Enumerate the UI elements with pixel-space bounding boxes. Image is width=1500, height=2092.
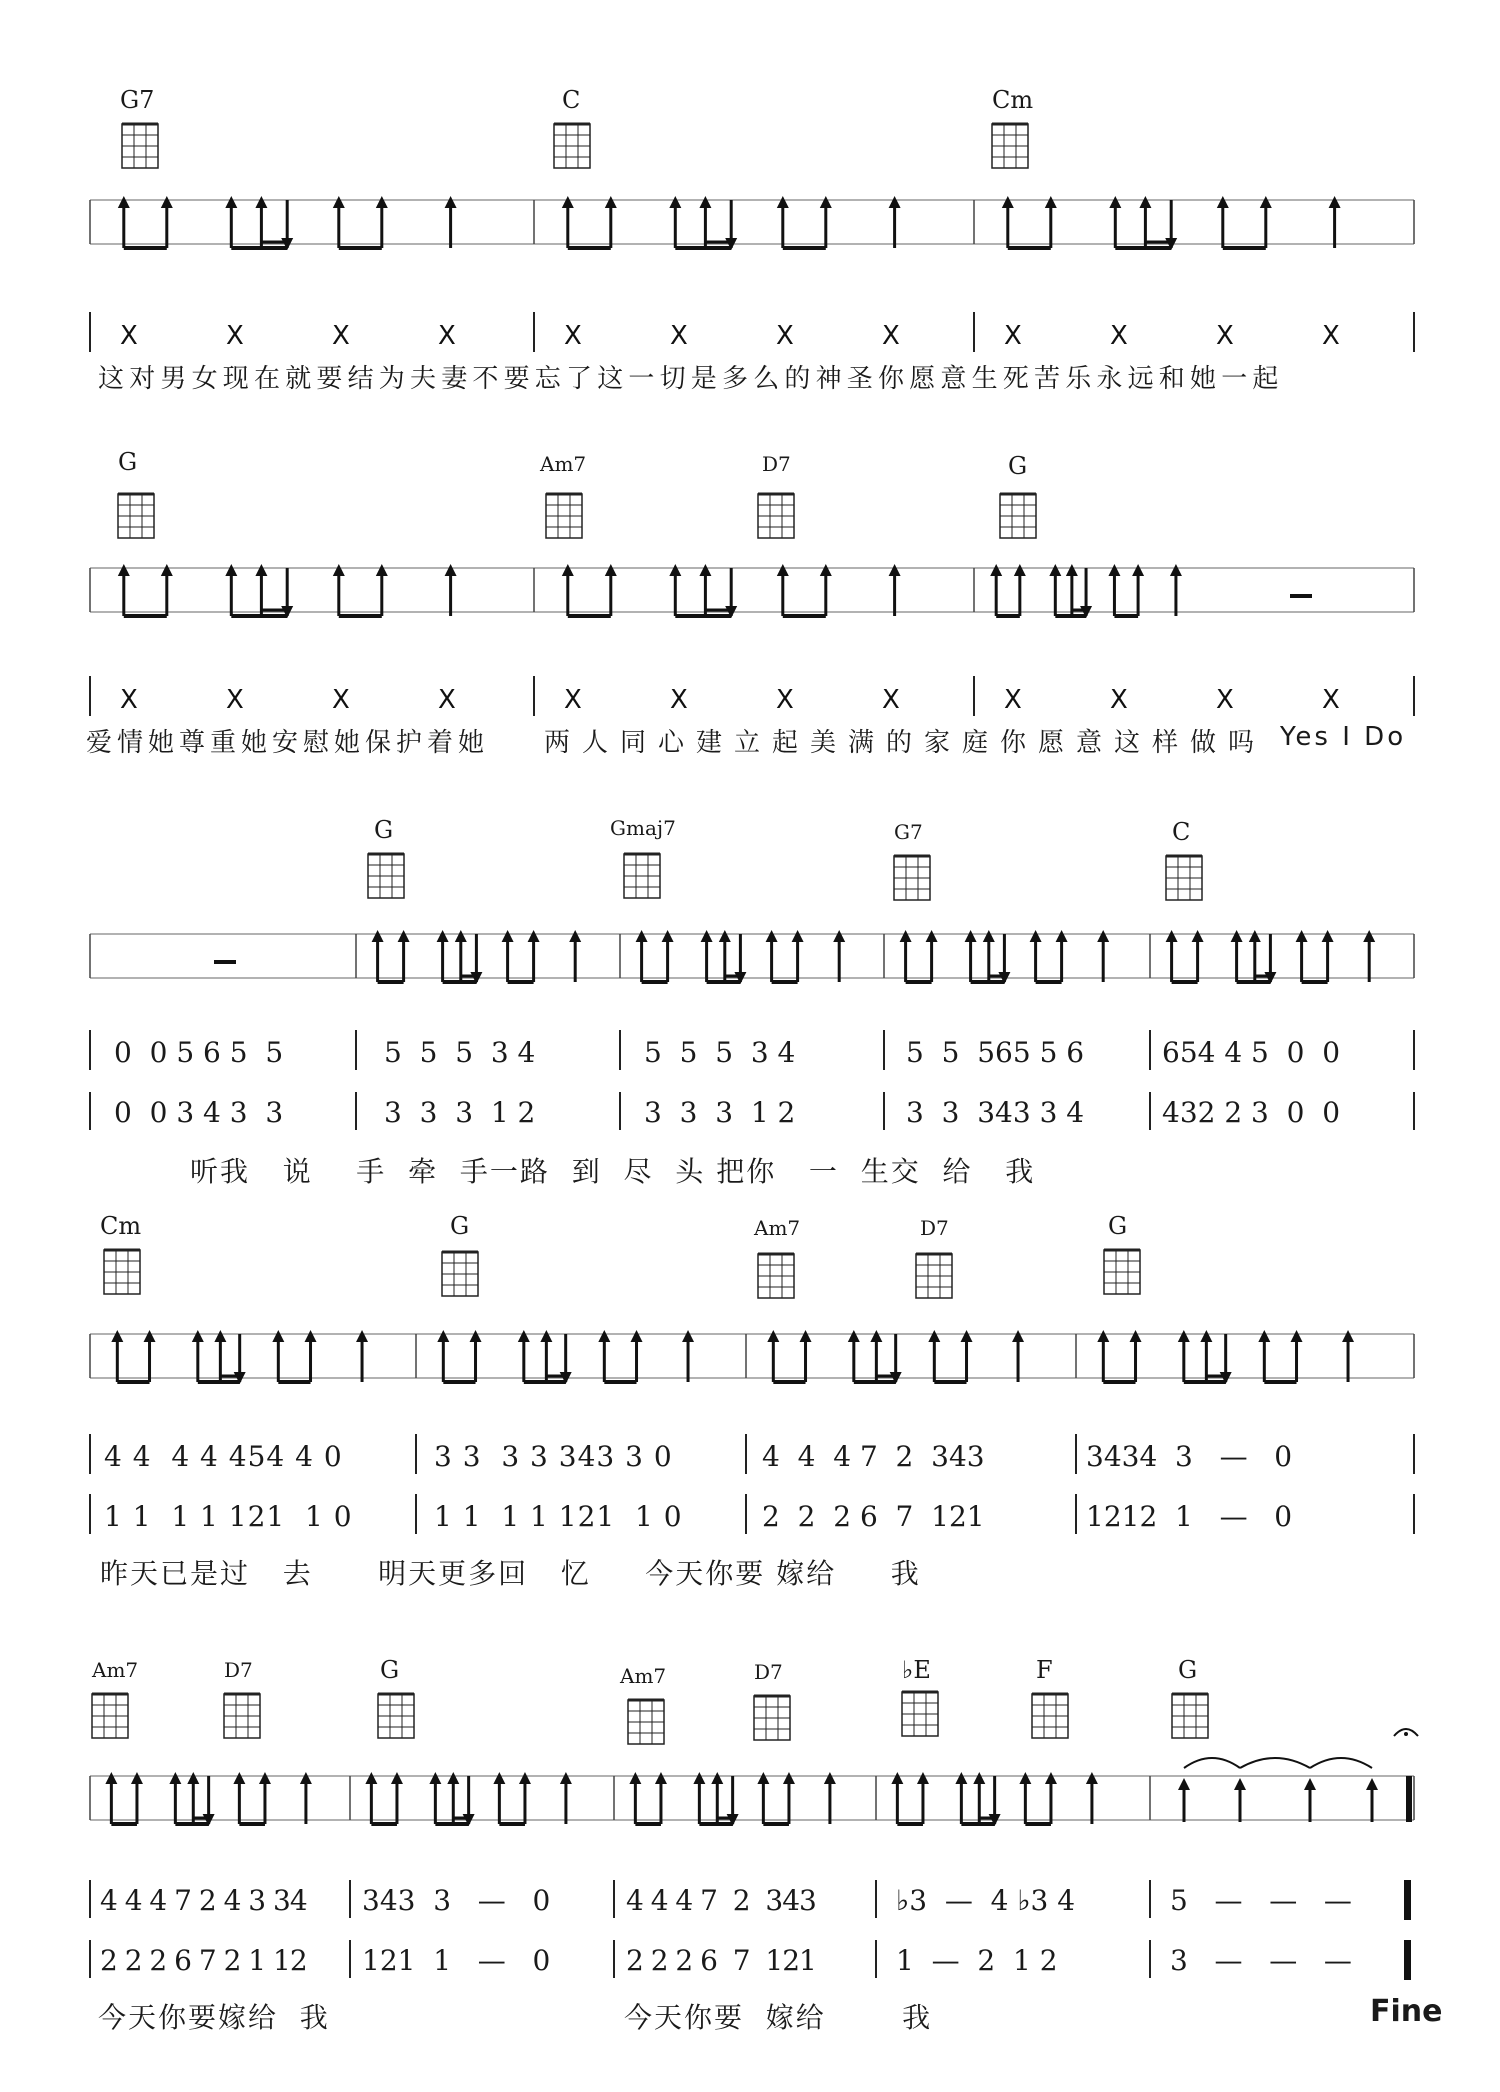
strum-up-arrow [1291,1330,1303,1342]
chord-label: G [374,816,394,844]
final-barline [1404,1940,1411,1980]
upper-notes: 4 4 4 7 2 343 [626,1884,816,1917]
chord-label: ♭E [902,1656,931,1684]
strum-up-arrow [605,196,617,208]
strum-up-arrow [445,196,457,208]
final-barline [1406,1776,1412,1822]
strum-up-arrow [1304,1778,1316,1790]
strum-up-arrow [1258,1330,1270,1342]
strum-up-arrow [398,930,410,942]
strum-up-arrow [719,930,731,942]
strum-up-arrow [636,930,648,942]
rhythm-x: X [670,685,688,715]
strum-up-arrow [376,564,388,576]
upper-notes: ♭3 — 4 ♭3 4 [896,1884,1076,1917]
rhythm-x: X [882,685,900,715]
chord-label: D7 [754,1660,783,1684]
strum-up-arrow [699,196,711,208]
rhythm-x: X [776,321,794,351]
strum-up-arrow [447,1772,459,1784]
lower-notes: 1 — 2 1 2 [896,1944,1058,1977]
strum-up-arrow [365,1772,377,1784]
strum-up-arrow [1329,196,1341,208]
strum-up-arrow [757,1772,769,1784]
strum-up-arrow [225,564,237,576]
strum-up-arrow [1342,1330,1354,1342]
rhythm-x: X [226,321,244,351]
strum-up-arrow [766,930,778,942]
lower-notes: 1212 1 — 0 [1086,1500,1293,1533]
strum-up-arrow [631,1330,643,1342]
lower-notes: 3 3 3 1 2 [644,1096,796,1129]
strum-up-arrow [1231,930,1243,942]
strum-up-arrow [1097,930,1109,942]
strum-up-arrow [131,1772,143,1784]
chord-label: G [380,1656,400,1684]
rhythm-x: X [120,321,138,351]
rhythm-x: X [670,321,688,351]
chord-label: G [1008,452,1028,480]
rhythm-x: X [1110,321,1128,351]
strum-up-arrow [682,1330,694,1342]
strum-up-arrow [655,1772,667,1784]
strum-up-arrow [1322,930,1334,942]
strum-up-arrow [965,930,977,942]
strum-up-arrow [470,1330,482,1342]
chord-label: F [1036,1656,1053,1684]
rhythm-x: X [882,321,900,351]
rhythm-x: X [332,321,350,351]
lyric-line: 两人同心建立起美满的家庭你愿意这样做吗 [544,728,1267,758]
lyric-line: 今天你要 嫁给 我 [624,2001,933,2034]
strum-up-arrow [519,1772,531,1784]
upper-notes: 0 0 5 6 5 5 [114,1036,284,1069]
chord-label: D7 [762,452,791,476]
chord-label: G [450,1212,470,1240]
strum-up-arrow [192,1330,204,1342]
strum-up-arrow [502,930,514,942]
strum-up-arrow [990,564,1002,576]
rhythm-x: X [1004,685,1022,715]
strum-up-arrow [792,930,804,942]
strum-up-arrow [900,930,912,942]
strum-up-arrow [1249,930,1261,942]
rhythm-x: X [1322,685,1340,715]
strum-up-arrow [214,1330,226,1342]
chord-label: D7 [920,1216,949,1240]
strum-up-arrow [569,930,581,942]
strum-up-arrow [455,930,467,942]
strum-up-arrow [820,196,832,208]
strum-up-arrow [955,1772,967,1784]
strum-up-arrow [891,1772,903,1784]
strum-up-arrow [1139,196,1151,208]
strum-up-arrow [1296,930,1308,942]
rhythm-x: X [564,321,582,351]
rhythm-x: X [226,685,244,715]
strum-up-arrow [1234,1778,1246,1790]
strum-up-arrow [1086,1772,1098,1784]
lower-notes: 1 1 1 1 121 1 0 [104,1500,353,1533]
strum-up-arrow [272,1330,284,1342]
chord-label: Gmaj7 [610,816,676,840]
fine-mark: Fine [1370,1994,1443,2029]
upper-notes: 3434 3 — 0 [1086,1440,1293,1473]
strum-up-arrow [1109,196,1121,208]
strum-up-arrow [961,1330,973,1342]
chord-label: G7 [894,820,923,844]
upper-notes: 5 5 5 3 4 [644,1036,796,1069]
upper-notes: 654 4 5 0 0 [1162,1036,1341,1069]
strum-up-arrow [800,1330,812,1342]
lyric-line: 爱情她尊重她安慰她保护着她 [86,728,490,758]
chord-label: Am7 [620,1664,667,1688]
strum-up-arrow [429,1772,441,1784]
strum-up-arrow [144,1330,156,1342]
strum-up-arrow [1217,196,1229,208]
chord-label: C [1172,818,1191,846]
final-barline [1404,1880,1411,1920]
strum-up-arrow [118,564,130,576]
strum-up-arrow [1178,1330,1190,1342]
chord-label: D7 [224,1658,253,1682]
strum-up-arrow [333,564,345,576]
strum-up-arrow [528,930,540,942]
strum-up-arrow [562,564,574,576]
rhythm-x: X [776,685,794,715]
rhythm-x: X [438,685,456,715]
strum-up-arrow [777,196,789,208]
strum-up-arrow [356,1330,368,1342]
strum-up-arrow [1200,1330,1212,1342]
strum-up-arrow [983,930,995,942]
strum-up-arrow [1178,1778,1190,1790]
strum-up-arrow [437,930,449,942]
tie [1310,1758,1372,1768]
strum-up-arrow [187,1772,199,1784]
strum-up-arrow [1012,1330,1024,1342]
lower-notes: 2 2 2 6 7 121 [626,1944,816,1977]
strum-up-arrow [1132,564,1144,576]
strum-up-arrow [928,1330,940,1342]
strum-up-arrow [1056,930,1068,942]
strum-up-arrow [629,1772,641,1784]
chord-label: G [118,448,138,476]
strum-up-arrow [255,564,267,576]
lower-notes: 3 3 3 1 2 [384,1096,536,1129]
chord-label: Am7 [92,1658,139,1682]
strum-up-arrow [493,1772,505,1784]
strum-up-arrow [820,564,832,576]
strum-up-arrow [376,196,388,208]
strum-up-arrow [161,196,173,208]
strum-up-arrow [598,1330,610,1342]
lyric-line: 今天你要嫁给 我 [98,2001,330,2034]
chord-label: Am7 [540,452,587,476]
strum-up-arrow [372,930,384,942]
strum-up-arrow [259,1772,271,1784]
strum-up-arrow [560,1772,572,1784]
lower-notes: 2 2 2 6 7 121 [762,1500,985,1533]
upper-notes: 5 5 565 5 6 [906,1036,1085,1069]
strum-up-arrow [562,196,574,208]
strum-up-arrow [870,1330,882,1342]
strum-up-arrow [161,564,173,576]
fermata-dot [1404,1732,1408,1736]
lower-notes: 1 1 1 1 121 1 0 [434,1500,683,1533]
strum-up-arrow [300,1772,312,1784]
strum-up-arrow [437,1330,449,1342]
strum-up-arrow [699,564,711,576]
strum-up-arrow [445,564,457,576]
strum-up-arrow [783,1772,795,1784]
tie [1240,1758,1310,1768]
strum-up-arrow [1019,1772,1031,1784]
strum-up-arrow [1130,1330,1142,1342]
strum-up-arrow [1192,930,1204,942]
rhythm-x: X [1110,685,1128,715]
upper-notes: 5 — — — [1170,1884,1352,1917]
lower-notes: 3 — — — [1170,1944,1352,1977]
lower-notes: 121 1 — 0 [362,1944,551,1977]
strum-up-arrow [333,196,345,208]
lower-notes: 432 2 3 0 0 [1162,1096,1341,1129]
lower-notes: 3 3 343 3 4 [906,1096,1085,1129]
rhythm-x: X [1216,321,1234,351]
lower-notes: 0 0 3 4 3 3 [114,1096,284,1129]
strum-up-arrow [669,564,681,576]
rhythm-x: X [120,685,138,715]
strum-up-arrow [391,1772,403,1784]
tie [1184,1758,1240,1768]
rhythm-x: X [1004,321,1022,351]
chord-label: Cm [992,86,1034,114]
strum-up-arrow [926,930,938,942]
strum-up-arrow [973,1772,985,1784]
rhythm-x: X [1322,321,1340,351]
strum-up-arrow [848,1330,860,1342]
strum-up-arrow [767,1330,779,1342]
chord-label: G [1108,1212,1128,1240]
upper-notes: 5 5 5 3 4 [384,1036,536,1069]
strum-up-arrow [917,1772,929,1784]
strum-up-arrow [889,196,901,208]
rhythm-x: X [1216,685,1234,715]
upper-notes: 343 3 — 0 [362,1884,551,1917]
strum-up-arrow [305,1330,317,1342]
strum-up-arrow [701,930,713,942]
strum-up-arrow [233,1772,245,1784]
strum-up-arrow [1170,564,1182,576]
strum-up-arrow [1014,564,1026,576]
upper-notes: 4 4 4 7 2 343 [762,1440,985,1473]
strum-up-arrow [662,930,674,942]
strum-up-arrow [669,196,681,208]
lower-notes: 2 2 2 6 7 2 1 12 [100,1944,307,1977]
strum-up-arrow [255,196,267,208]
strum-up-arrow [1366,1778,1378,1790]
rhythm-x: X [438,321,456,351]
strum-up-arrow [105,1772,117,1784]
rhythm-x: X [564,685,582,715]
strum-up-arrow [1363,930,1375,942]
strum-up-arrow [889,564,901,576]
strum-up-arrow [824,1772,836,1784]
rhythm-x: X [332,685,350,715]
lyric-line: 听我 说 手 牵 手一路 到 尽 头 把你 一 生交 给 我 [190,1155,1036,1188]
strum-up-arrow [693,1772,705,1784]
lyric-line: 这对男女现在就要结为夫妻不要忘了这一切是多么的神圣你愿意生死苦乐永远和她一起 [98,364,1284,394]
strum-up-arrow [1045,196,1057,208]
strum-up-arrow [169,1772,181,1784]
strum-up-arrow [1260,196,1272,208]
strum-up-arrow [518,1330,530,1342]
strum-up-arrow [1030,930,1042,942]
strum-up-arrow [225,196,237,208]
strum-up-arrow [777,564,789,576]
strum-up-arrow [833,930,845,942]
strum-up-arrow [1066,564,1078,576]
strum-up-arrow [1049,564,1061,576]
chord-label: G [1178,1656,1198,1684]
lyric-line: Yes I Do [1280,722,1407,752]
strum-up-arrow [111,1330,123,1342]
strum-up-arrow [711,1772,723,1784]
strum-up-arrow [540,1330,552,1342]
strum-up-arrow [1166,930,1178,942]
chord-label: Am7 [754,1216,801,1240]
chord-label: Cm [100,1212,142,1240]
lyric-line: 昨天已是过 去 明天更多回 忆 今天你要 嫁给 我 [100,1557,921,1590]
chord-label: G7 [120,86,155,114]
strum-up-arrow [1108,564,1120,576]
strum-up-arrow [605,564,617,576]
upper-notes: 3 3 3 3 343 3 0 [434,1440,673,1473]
chord-label: C [562,86,581,114]
upper-notes: 4 4 4 7 2 4 3 34 [100,1884,307,1917]
strum-up-arrow [1097,1330,1109,1342]
upper-notes: 4 4 4 4 454 4 0 [104,1440,343,1473]
strum-up-arrow [1045,1772,1057,1784]
strum-up-arrow [118,196,130,208]
strum-up-arrow [1002,196,1014,208]
